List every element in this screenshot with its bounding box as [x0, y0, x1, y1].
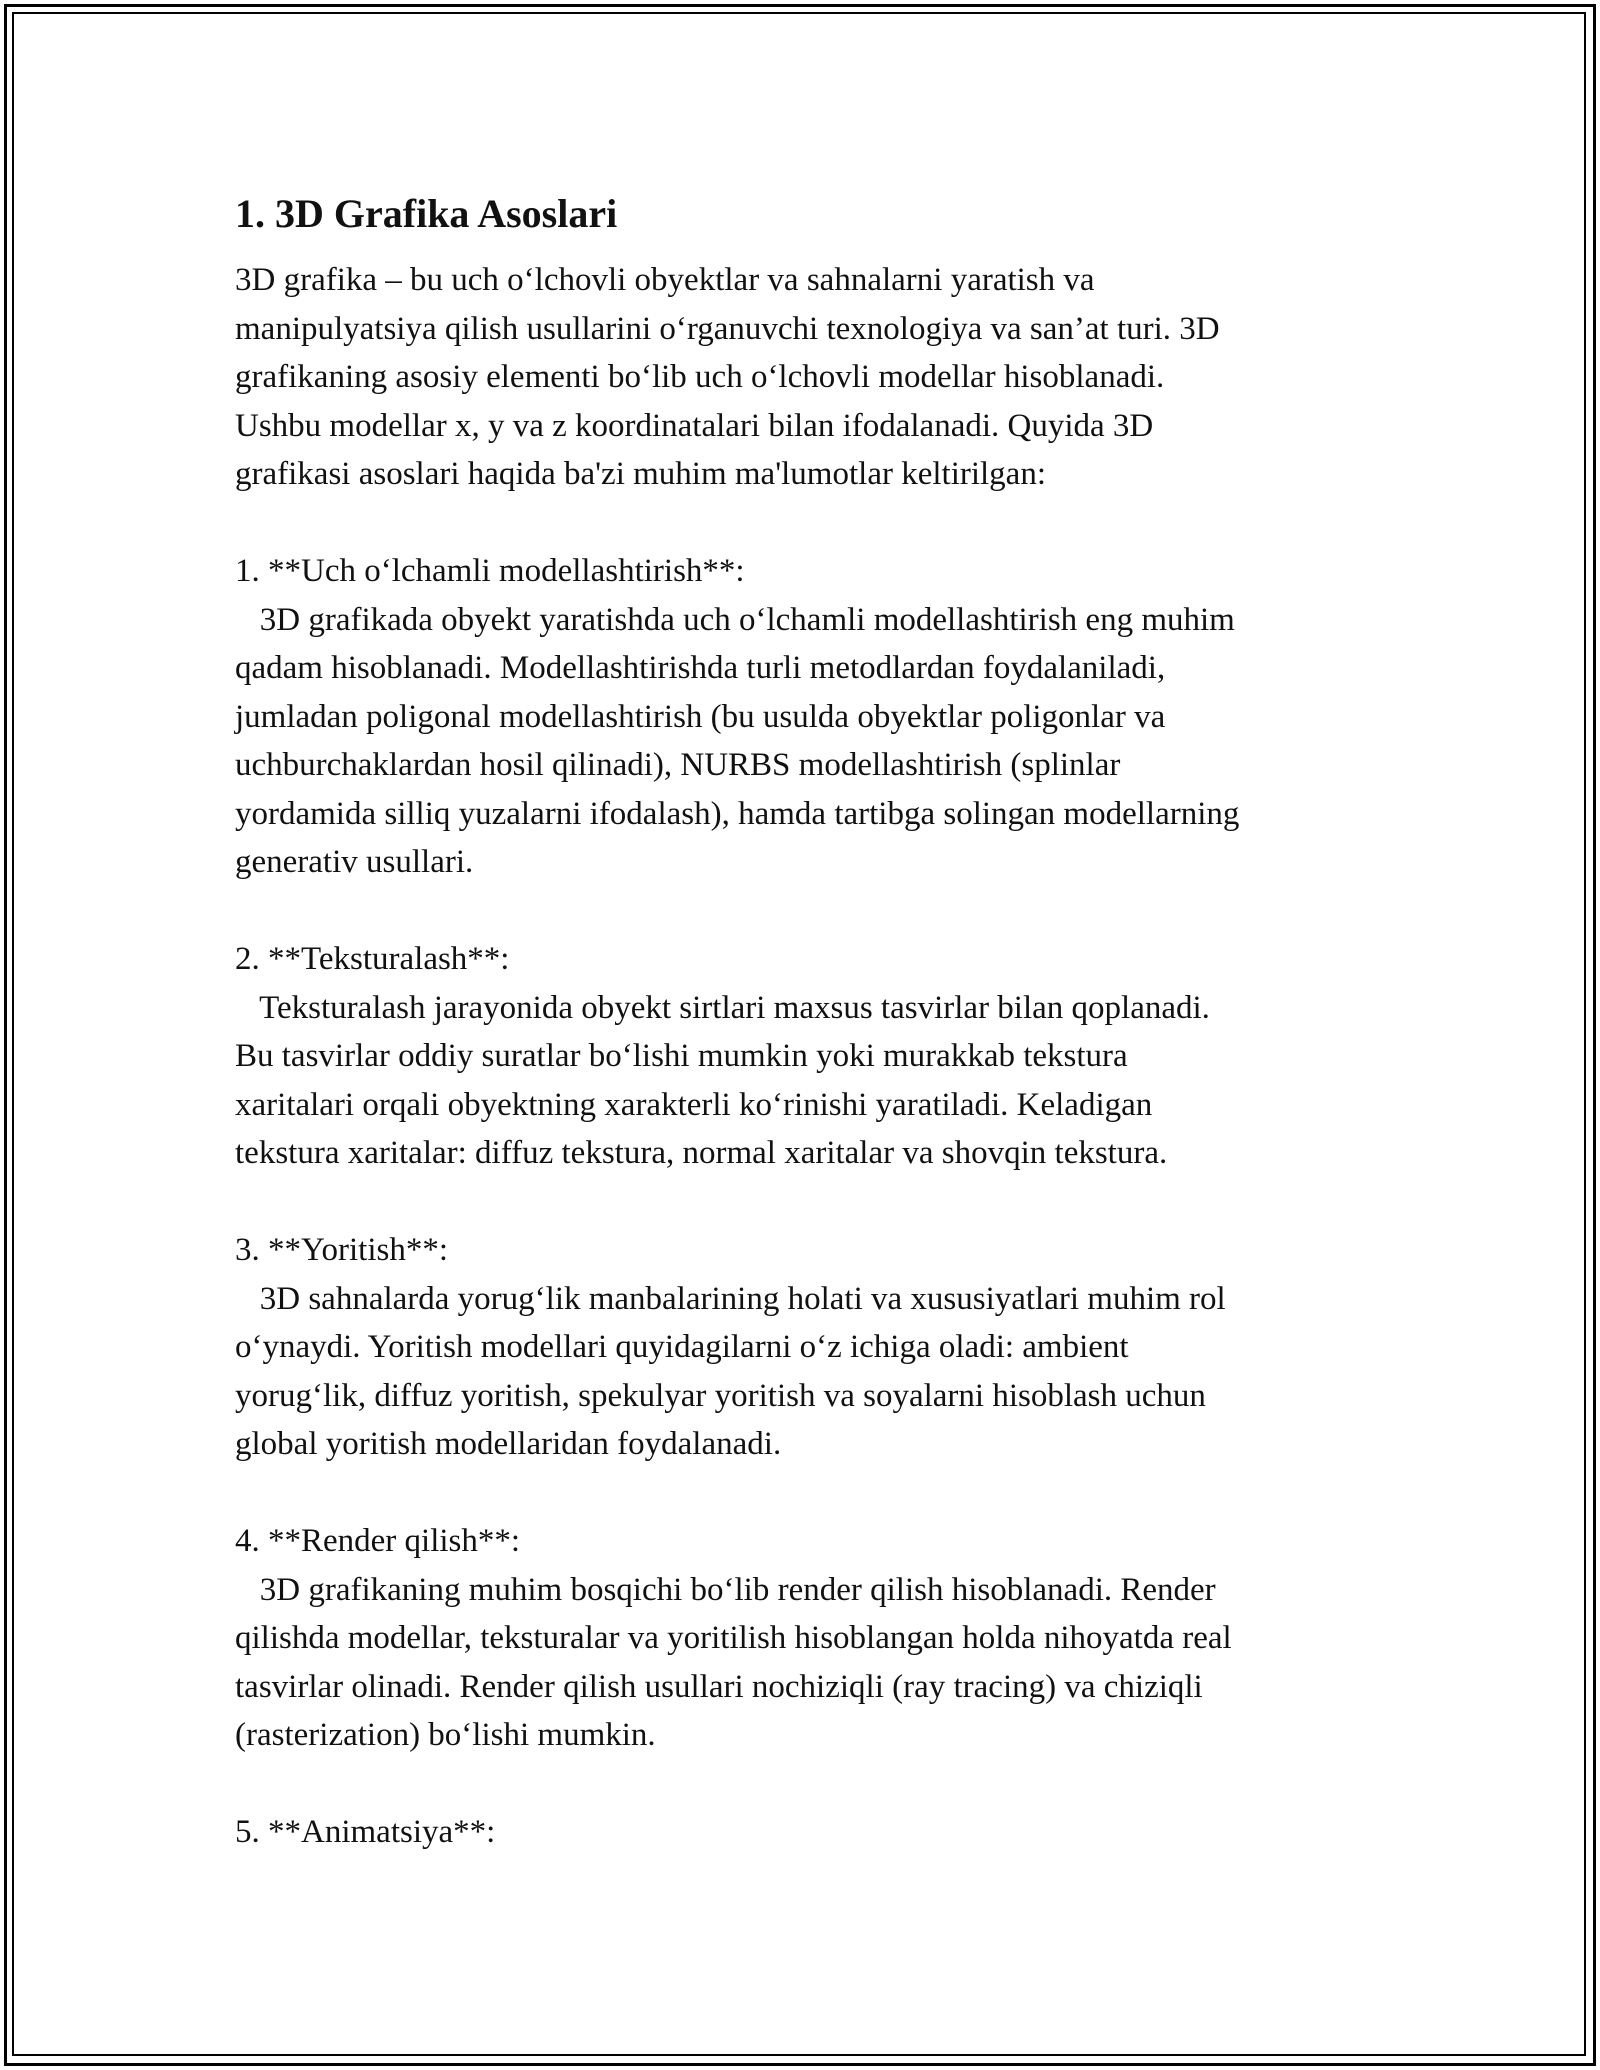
section-texturing: [235, 935, 1365, 1178]
section-line: 3D grafikada obyekt yaratishda uch o‘lchamli modellashtirish eng muhim: [235, 601, 1235, 638]
section-line: generativ usullari.: [235, 844, 474, 880]
section-line: (rasterization) bo‘lishi mumkin.: [235, 1717, 656, 1753]
section-line: Teksturalash jarayonida obyekt sirtlari maxsus tasvirlar bilan qoplanadi.: [235, 989, 1210, 1026]
paragraph-gap: [235, 1178, 1365, 1227]
section-modelling: [235, 547, 1365, 887]
paragraph-gap: [235, 499, 1365, 548]
section-line: qadam hisoblanadi. Modellashtirishda turli metodlardan foydalaniladi,: [235, 650, 1166, 686]
section-line: 3D grafikaning muhim bosqichi bo‘lib render qilish hisoblanadi. Render: [235, 1571, 1216, 1608]
intro-line: Ushbu modellar x, y va z koordinatalari bilan ifodalanadi. Quyida 3D: [235, 407, 1154, 444]
paragraph-gap: [235, 887, 1365, 936]
section-heading: 2. **Teksturalash**:: [235, 941, 510, 977]
intro-line: grafikasi asoslari haqida ba'zi muhim ma'lumotlar keltirilgan:: [235, 456, 1046, 492]
section-line: qilishda modellar, teksturalar va yoritilish hisoblangan holda nihoyatda real: [235, 1620, 1232, 1656]
document-title: 1. 3D Grafika Asoslari: [235, 191, 618, 236]
section-line: uchburchaklardan hosil qilinadi), NURBS modellashtirish (splinlar: [235, 747, 1121, 783]
section-line: Bu tasvirlar oddiy suratlar bo‘lishi mumkin yoki murakkab tekstura: [235, 1038, 1128, 1074]
section-rendering: [235, 1517, 1365, 1760]
section-line: tekstura xaritalar: diffuz tekstura, normal xaritalar va shovqin tekstura.: [235, 1135, 1168, 1171]
section-heading: 5. **Animatsiya**:: [235, 1814, 496, 1850]
section-line: yordamida silliq yuzalarni ifodalash), hamda tartibga solingan modellarning: [235, 795, 1240, 832]
section-line: tasvirlar olinadi. Render qilish usullari nochiziqli (ray tracing) va chiziqli: [235, 1668, 1203, 1705]
intro-paragraph: [235, 256, 1365, 499]
section-heading: 1. **Uch o‘lchamli modellashtirish**:: [235, 553, 745, 589]
section-line: global yoritish modellaridan foydalanadi.: [235, 1426, 782, 1462]
section-line: o‘ynaydi. Yoritish modellari quyidagilarni o‘z ichiga oladi: ambient: [235, 1329, 1129, 1365]
section-line: 3D sahnalarda yorug‘lik manbalarining holati va xususiyatlari muhim rol: [235, 1280, 1226, 1317]
section-line: xaritalari orqali obyektning xarakterli ko‘rinishi yaratiladi. Keladigan: [235, 1086, 1153, 1123]
section-heading: 3. **Yoritish**:: [235, 1232, 449, 1268]
paragraph-gap: [235, 1760, 1365, 1809]
section-line: jumladan poligonal modellashtirish (bu usulda obyektlar poligonlar va: [235, 698, 1166, 735]
section-lighting: [235, 1226, 1365, 1469]
intro-line: 3D grafika – bu uch o‘lchovli obyektlar va sahnalarni yaratish va: [235, 262, 1095, 298]
document-body: [235, 186, 1365, 1857]
intro-line: manipulyatsiya qilish usullarini o‘rganuvchi texnologiya va san’at turi. 3D: [235, 310, 1220, 347]
section-line: yorug‘lik, diffuz yoritish, spekulyar yoritish va soyalarni hisoblash uchun: [235, 1377, 1206, 1414]
paragraph-gap: [235, 1469, 1365, 1518]
section-animation: [235, 1808, 1365, 1857]
section-heading: 4. **Render qilish**:: [235, 1523, 521, 1559]
intro-line: grafikaning asosiy elementi bo‘lib uch o‘lchovli modellar hisoblanadi.: [235, 359, 1165, 395]
